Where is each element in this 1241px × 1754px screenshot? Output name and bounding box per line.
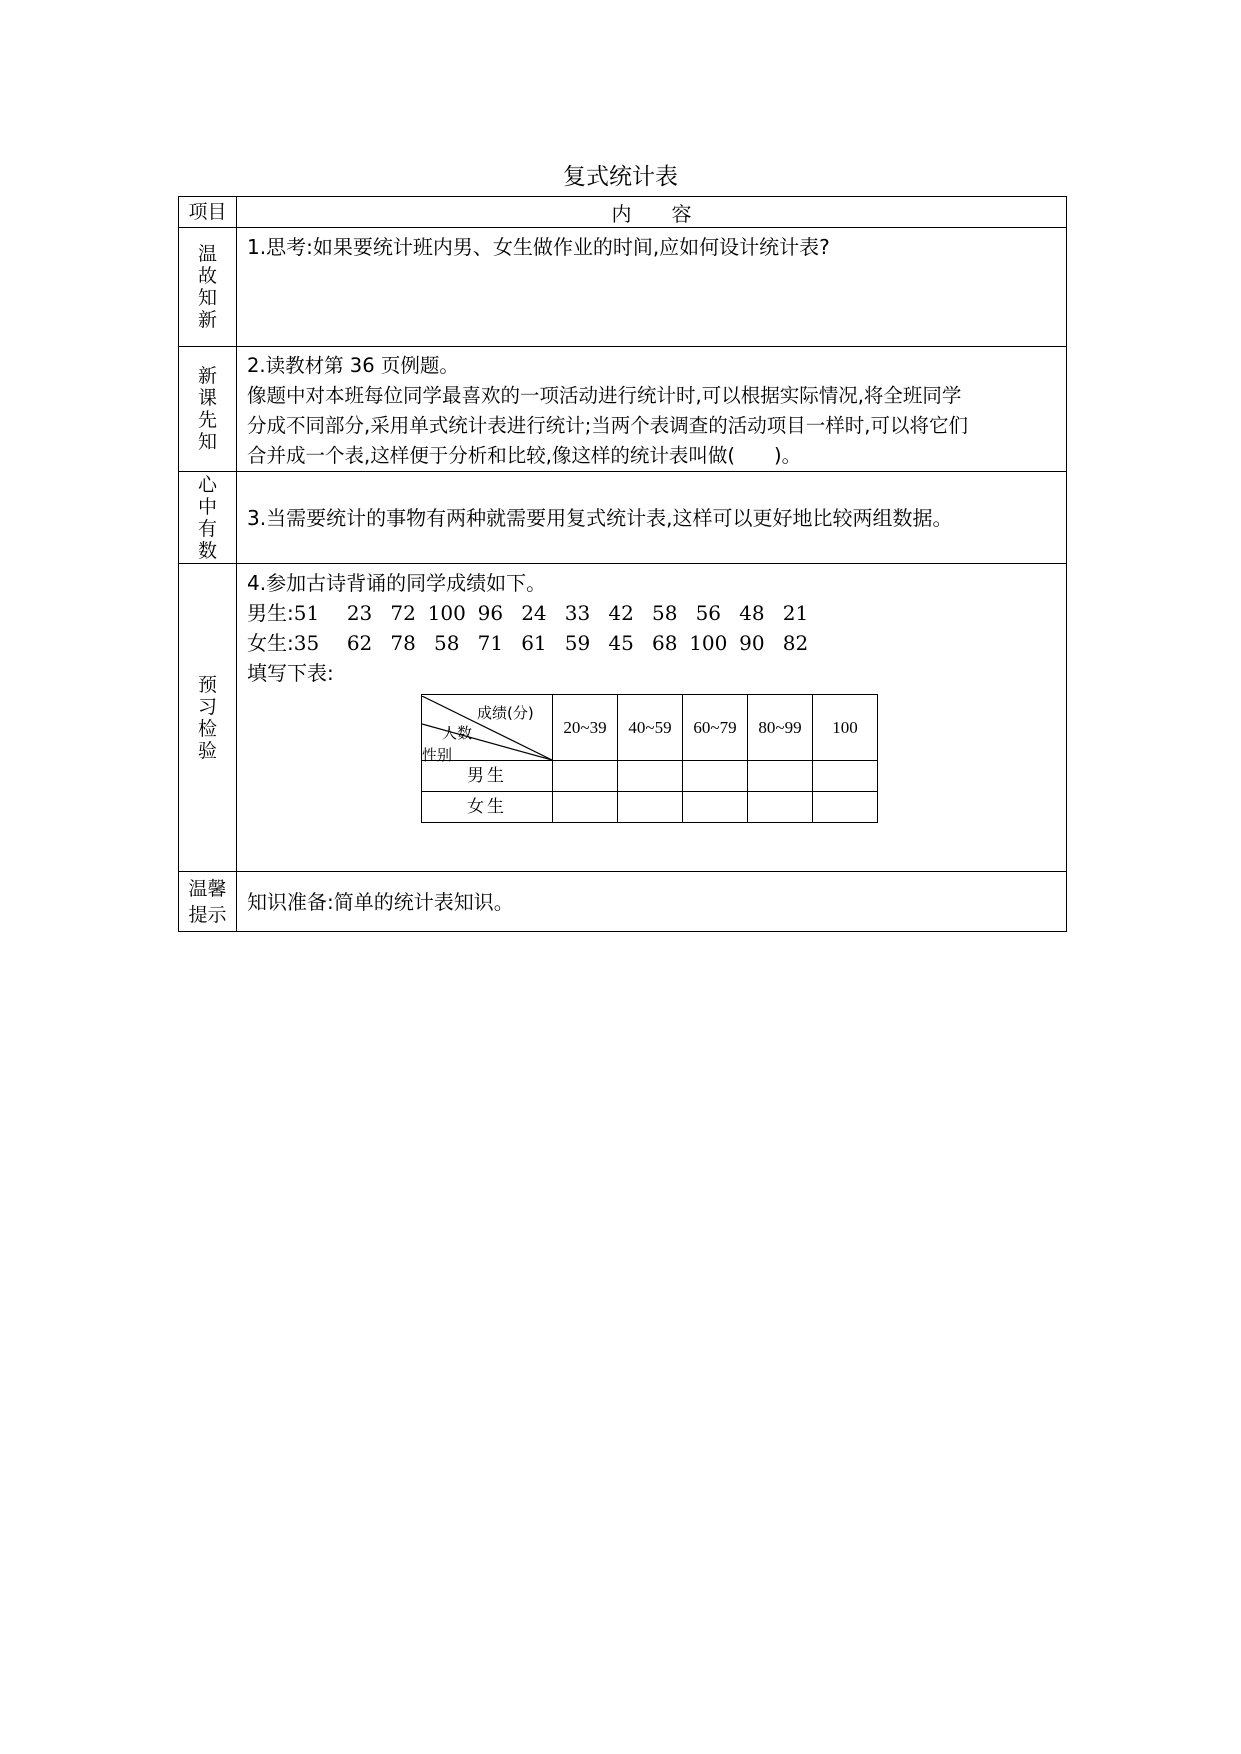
answer-cell[interactable] xyxy=(748,761,813,792)
girl-score: 62 xyxy=(346,631,373,655)
girl-score: 45 xyxy=(608,631,634,655)
answer-cell[interactable] xyxy=(618,792,683,823)
answer-cell[interactable] xyxy=(748,792,813,823)
girls-label: 女生: xyxy=(247,631,294,655)
boy-score: 24 xyxy=(521,601,547,625)
girl-score: 58 xyxy=(434,631,460,655)
section-label-preview: 新 课 先 知 xyxy=(179,347,237,472)
score-table xyxy=(421,694,878,823)
answer-cell[interactable] xyxy=(618,761,683,792)
boy-score: 51 xyxy=(293,601,320,625)
question-2-line-2: 像题中对本班每位同学最喜欢的一项活动进行统计时,可以根据实际情况,将全班同学 xyxy=(247,384,962,407)
boy-score: 58 xyxy=(651,601,678,625)
boy-score: 21 xyxy=(782,601,809,625)
boy-score: 48 xyxy=(739,601,765,625)
girl-score: 68 xyxy=(651,631,678,655)
section-label-understand: 心 中 有 数 xyxy=(179,472,237,564)
girl-score: 61 xyxy=(521,631,547,655)
boy-score: 72 xyxy=(390,601,416,625)
question-1: 1.思考:如果要统计班内男、女生做作业的时间,应如何设计统计表? xyxy=(247,235,830,259)
corner-count-label: 人数 xyxy=(442,723,473,742)
question-2-line-4: 合并成一个表,这样便于分析和比较,像这样的统计表叫做( )。 xyxy=(247,444,802,467)
col-header: 60~79 xyxy=(683,695,748,761)
boy-score: 42 xyxy=(608,601,634,625)
boy-score: 96 xyxy=(477,601,504,625)
girl-score: 59 xyxy=(564,631,591,655)
answer-cell[interactable] xyxy=(553,761,618,792)
girl-score: 100 xyxy=(689,631,728,655)
boys-scores-row xyxy=(247,598,1056,628)
col-header: 100 xyxy=(813,695,878,761)
section-content-tip xyxy=(237,872,1067,932)
question-2-line-3: 分成不同部分,采用单式统计表进行统计;当两个表调查的活动项目一样时,可以将它们 xyxy=(247,414,968,437)
answer-cell[interactable] xyxy=(683,792,748,823)
question-4-intro: 4.参加古诗背诵的同学成绩如下。 xyxy=(247,571,547,595)
col-header: 20~39 xyxy=(553,695,618,761)
boys-label: 男生: xyxy=(247,601,294,625)
boy-score: 56 xyxy=(695,601,722,625)
girl-score: 35 xyxy=(293,631,320,655)
section-content-check xyxy=(237,564,1067,872)
question-2-line-1: 2.读教材第 36 页例题。 xyxy=(247,354,459,377)
girl-score: 90 xyxy=(739,631,765,655)
header-content: 内 容 xyxy=(237,197,1067,228)
girls-scores xyxy=(294,631,818,655)
boy-score: 23 xyxy=(346,601,373,625)
row-header-boys: 男生 xyxy=(422,761,553,792)
section-label-check: 预 习 检 验 xyxy=(179,564,237,872)
girls-scores-row xyxy=(247,628,1056,658)
header-item: 项目 xyxy=(179,197,237,228)
worksheet-table xyxy=(178,196,1067,932)
answer-cell[interactable] xyxy=(553,792,618,823)
answer-cell[interactable] xyxy=(813,761,878,792)
boy-score: 100 xyxy=(427,601,466,625)
girl-score: 78 xyxy=(390,631,416,655)
section-content-review xyxy=(237,228,1067,347)
section-content-understand xyxy=(237,472,1067,564)
girl-score: 82 xyxy=(782,631,809,655)
answer-cell[interactable] xyxy=(813,792,878,823)
tip-text: 知识准备:简单的统计表知识。 xyxy=(247,889,514,914)
boys-scores xyxy=(294,601,818,625)
girl-score: 71 xyxy=(477,631,504,655)
corner-score-label: 成绩(分) xyxy=(477,703,534,722)
corner-gender-label: 性别 xyxy=(422,745,453,764)
col-header: 40~59 xyxy=(618,695,683,761)
page-title: 复式统计表 xyxy=(563,164,678,190)
section-label-tip: 温馨 提示 xyxy=(179,872,237,932)
answer-cell[interactable] xyxy=(683,761,748,792)
fill-instruction: 填写下表: xyxy=(247,661,334,685)
col-header: 80~99 xyxy=(748,695,813,761)
diagonal-header-cell xyxy=(422,695,553,764)
section-label-review: 温 故 知 新 xyxy=(179,228,237,347)
question-3: 3.当需要统计的事物有两种就需要用复式统计表,这样可以更好地比较两组数据。 xyxy=(247,505,953,530)
row-header-girls: 女生 xyxy=(422,792,553,823)
boy-score: 33 xyxy=(564,601,591,625)
section-content-preview xyxy=(237,347,1067,472)
